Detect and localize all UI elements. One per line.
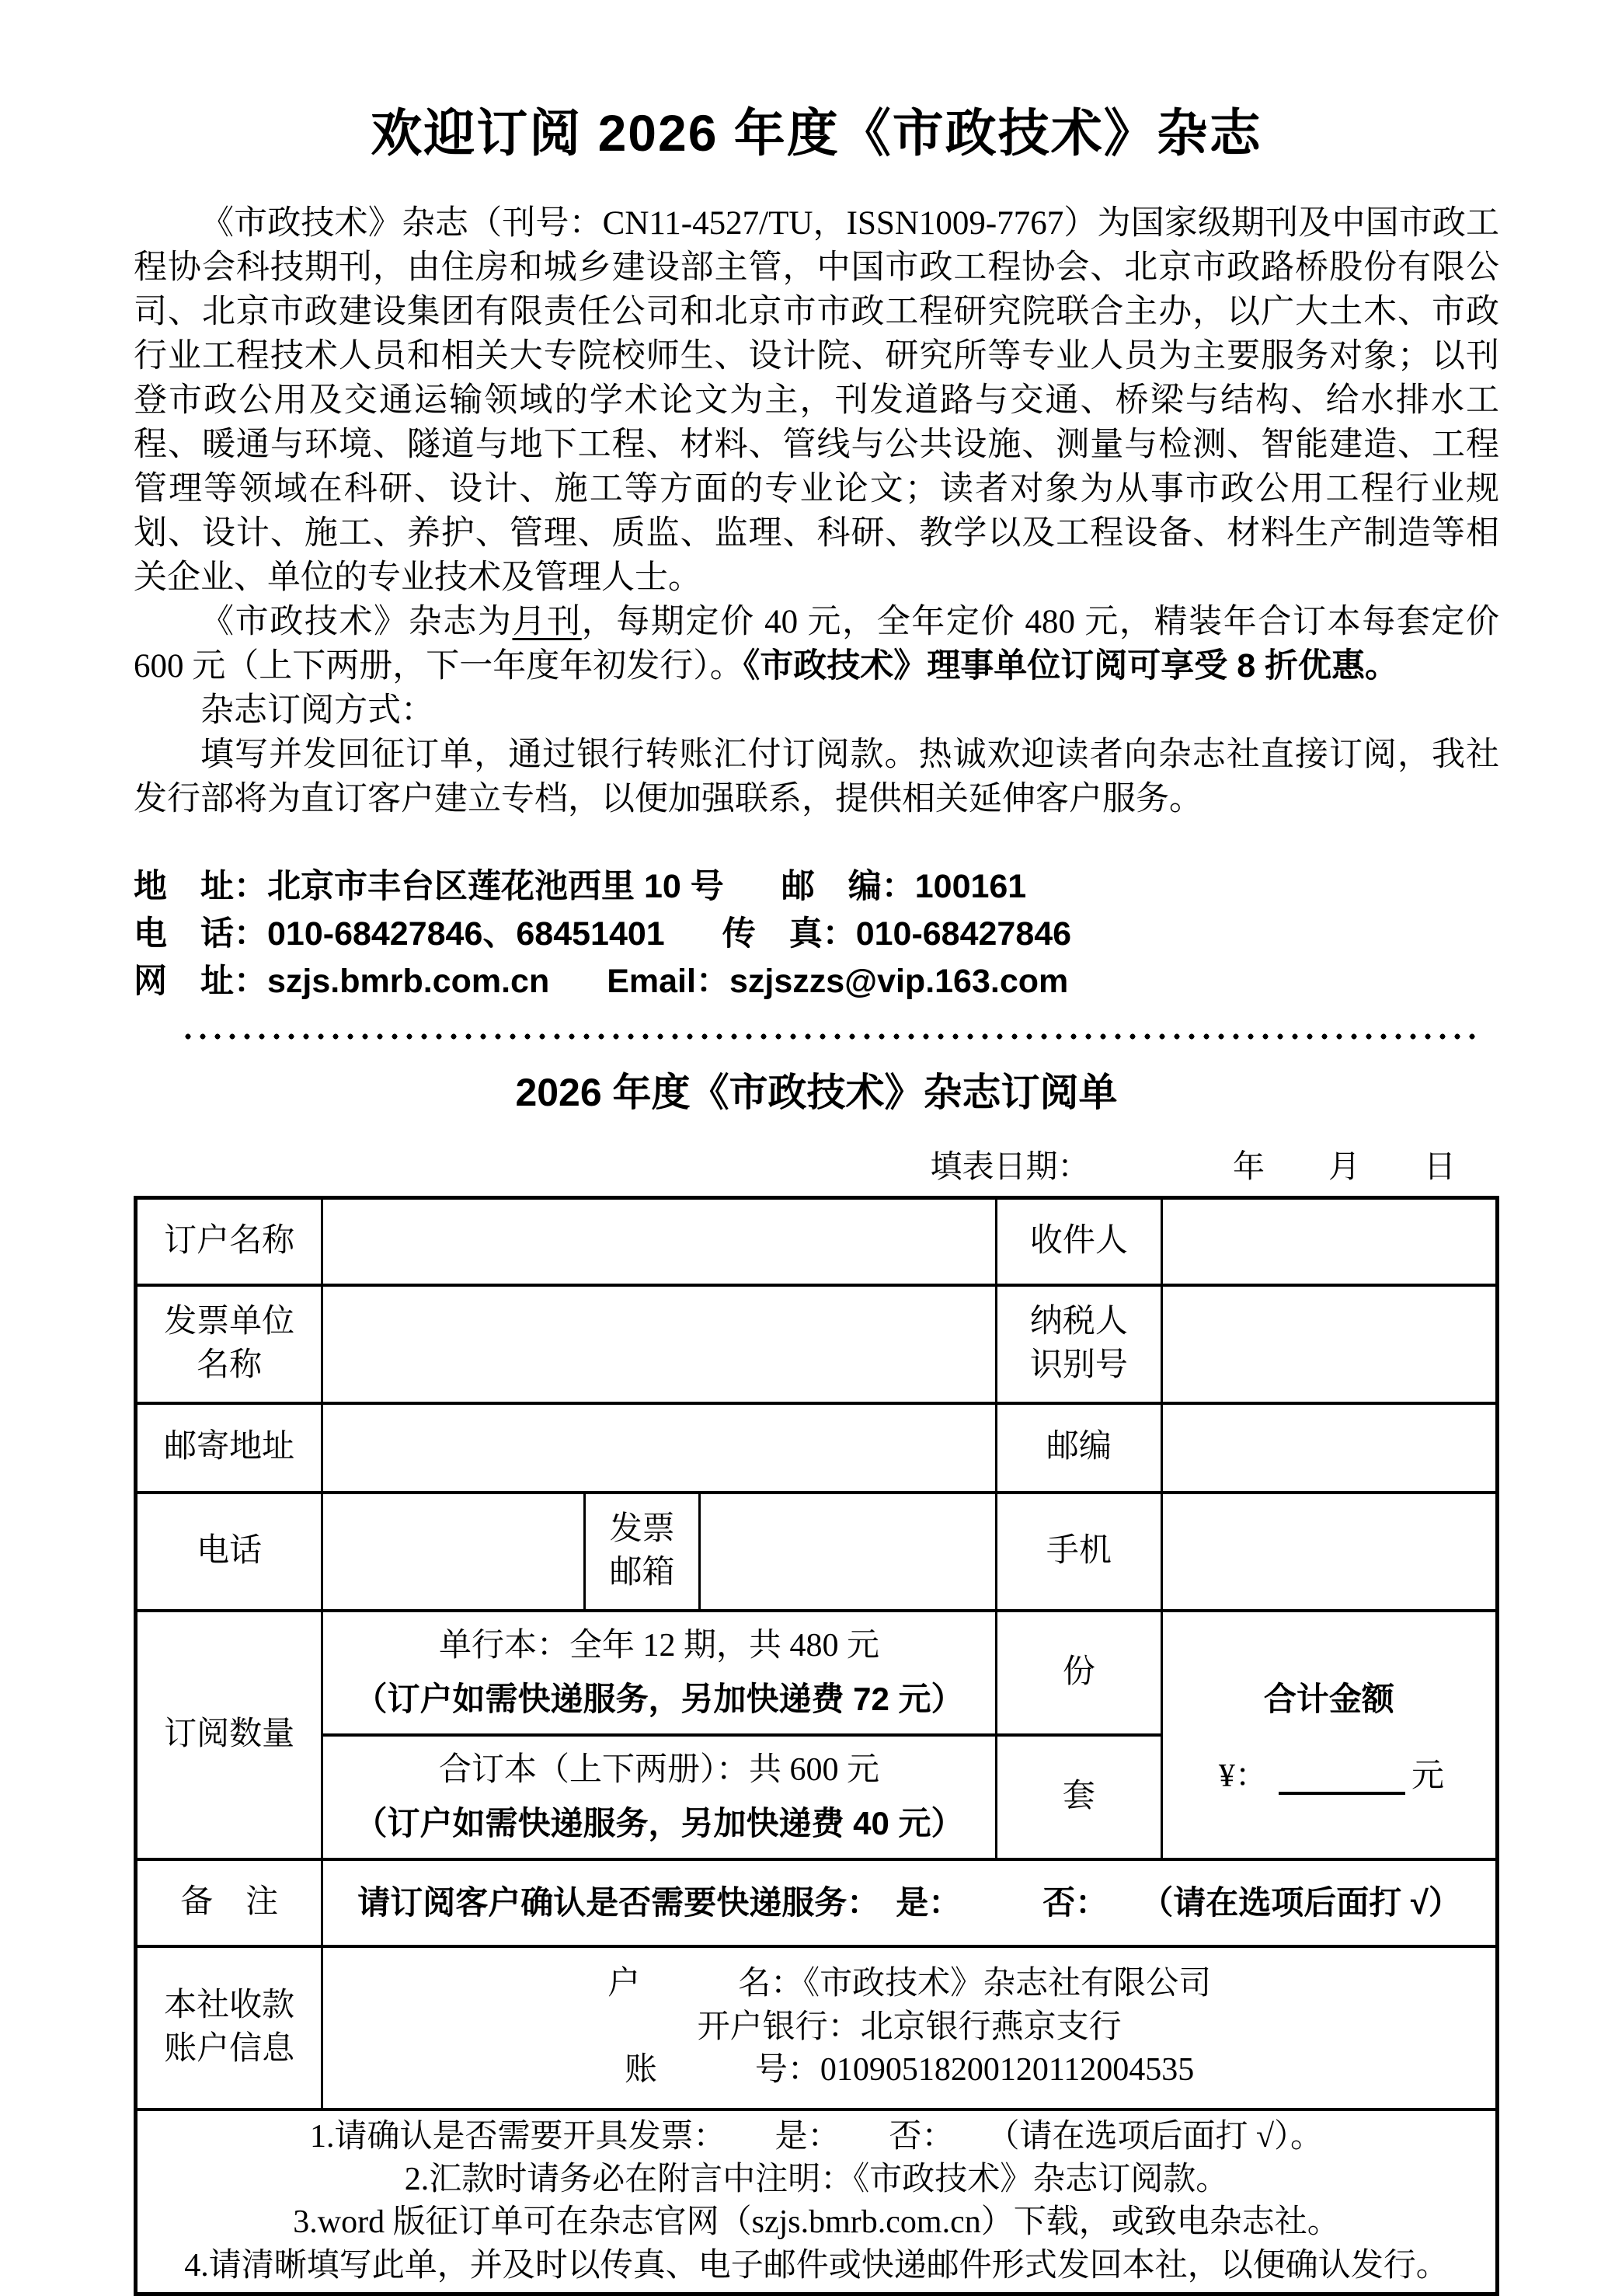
zip-label: 邮 编： (781, 868, 915, 905)
website-label: 网 址： (134, 963, 267, 1000)
taxpayer-id-input[interactable] (1161, 1285, 1497, 1403)
contact-phone-line (134, 911, 1499, 958)
form-date-line: 填表日期： 年 月 日 (930, 1148, 1456, 1184)
bound-volume-courier-note: （订户如需快递服务，另加快递费 40 元） (354, 1804, 964, 1841)
email-value: szjszzs@vip.163.com (729, 963, 1069, 1000)
table-row (136, 1611, 1498, 1735)
fax-label: 传 真： (722, 915, 856, 953)
contact-address-line (134, 863, 1499, 911)
subscription-form-table (134, 1196, 1499, 2296)
contact-block (134, 863, 1499, 1005)
table-row (136, 1403, 1498, 1493)
p2-text-pre: 《市政技术》杂志为 (200, 604, 513, 640)
p2-discount-bold: 《市政技术》理事单位订阅可享受 8 折优惠。 (743, 647, 1399, 685)
yuan-unit-label: 元 (1411, 1758, 1444, 1794)
note-item-2: 2.汇款时请务必在附言中注明：《市政技术》杂志订阅款。 (404, 2161, 1229, 2197)
phone-label: 电 话： (134, 915, 267, 953)
invoice-unit-label: 发票单位 名称 (136, 1285, 322, 1403)
note-item-4: 4.请清晰填写此单，并及时以传真、电子邮件或快递邮件形式发回本社，以便确认发行。 (184, 2247, 1449, 2284)
currency-symbol: ¥： (1218, 1758, 1268, 1794)
notes-list (136, 2110, 1498, 2294)
table-row (136, 2110, 1498, 2294)
account-name-line: 户 名：《市政技术》杂志社有限公司 (607, 1966, 1212, 2002)
total-amount-label: 合计金额 (1263, 1681, 1394, 1718)
table-row (136, 1859, 1498, 1946)
bank-account-info (322, 1946, 1498, 2110)
taxpayer-id-label: 纳税人 识别号 (996, 1285, 1161, 1403)
subscriber-name-label: 订户名称 (136, 1198, 322, 1285)
postcode-label: 邮编 (996, 1403, 1161, 1493)
phone-field-label: 电话 (136, 1493, 322, 1611)
bound-volume-option (322, 1735, 997, 1859)
intro-paragraph-1: 《市政技术》杂志（刊号：CN11-4527/TU，ISSN1009-7767）为国家级期刊及中国市政工程协会科技期刊，由住房和城乡建设部主管，中国市政工程协会、北京市政路桥股份有限公司、北京市政建设集团有限责任公司和北京市市政工程研究院联合主办，以广大土木、市政行业工程技术人员和相关大专院校师生、设计院、研究所等专业人员为主要服务对象；以刊登市政公用及交通运输领域的学术论文为主，刊发道路与交通、桥梁与结构、给水排水工程、暖通与环境、隧道与地下工程、材料、管线与公共设施、测量与检测、智能建造、工程管理等领域在科研、设计、施工等方面的专业论文；读者对象为从事市政公用工程行业规划、设计、施工、养护、管理、质监、监理、科研、教学以及工程设备、材料生产制造等相关企业、单位的专业技术及管理人士。 (134, 205, 1499, 596)
table-row (136, 1493, 1498, 1611)
subscription-method-heading: 杂志订阅方式： (200, 692, 434, 729)
table-row (136, 1285, 1498, 1403)
subscription-form-title: 2026 年度《市政技术》杂志订阅单 (515, 1071, 1118, 1114)
remark-label: 备 注 (136, 1859, 322, 1946)
single-issue-courier-note: （订户如需快递服务，另加快递费 72 元） (354, 1680, 964, 1717)
note-item-1[interactable]: 1.请确认是否需要开具发票： 是： 否： （请在选项后面打 √）。 (309, 2118, 1324, 2155)
bound-volume-price: 合订本（上下两册）：共 600 元 (439, 1752, 880, 1789)
invoice-email-input[interactable] (699, 1493, 996, 1611)
recipient-input[interactable] (1161, 1198, 1497, 1285)
sets-unit-label[interactable]: 套 (996, 1735, 1161, 1859)
single-issue-option (322, 1611, 997, 1735)
email-label: Email： (607, 963, 729, 1000)
mobile-input[interactable] (1161, 1493, 1497, 1611)
p2-text-mid: ，每期定价 40 元，全年定价 480 元，精装年合订本每套定价 600 元（上下两册，下一年度年初发行）。 (134, 604, 1500, 685)
remark-text[interactable]: 请订阅客户确认是否需要快递服务： 是： 否： （请在选项后面打 √） (322, 1859, 1498, 1946)
account-number-line: 账 号：01090518200120112004535 (624, 2052, 1195, 2089)
page-title: 欢迎订阅 2026 年度《市政技术》杂志 (371, 104, 1262, 162)
invoice-unit-input[interactable] (322, 1285, 997, 1403)
total-amount-cell (1161, 1611, 1497, 1859)
single-issue-price: 单行本：全年 12 期，共 480 元 (439, 1628, 880, 1664)
table-row (136, 1198, 1498, 1285)
postcode-input[interactable] (1161, 1403, 1497, 1493)
intro-paragraph-2 (134, 600, 1499, 688)
mailing-address-input[interactable] (322, 1403, 997, 1493)
mobile-label: 手机 (996, 1493, 1161, 1611)
invoice-email-label: 发票 邮箱 (585, 1493, 699, 1611)
intro-paragraph-3: 填写并发回征订单，通过银行转账汇付订阅款。热诚欢迎读者向杂志社直接订阅，我社发行部将为直订客户建立专档，以便加强联系，提供相关延伸客户服务。 (134, 737, 1499, 817)
address-value: 北京市丰台区莲花池西里 10 号 (267, 868, 724, 905)
phone-input[interactable] (322, 1493, 585, 1611)
address-label: 地 址： (134, 868, 267, 905)
account-bank-line: 开户银行：北京银行燕京支行 (697, 2009, 1122, 2045)
subscriber-name-input[interactable] (322, 1198, 997, 1285)
page-container (134, 0, 1499, 2296)
zip-value: 100161 (914, 868, 1027, 905)
recipient-label: 收件人 (996, 1198, 1161, 1285)
total-amount-entry (1169, 1755, 1489, 1798)
table-row (136, 1946, 1498, 2110)
p2-monthly-underlined: 月刊 (512, 604, 582, 640)
website-value: szjs.bmrb.com.cn (267, 963, 550, 1000)
dotted-cut-line (183, 1032, 1478, 1041)
phone-value: 010-68427846、68451401 (267, 915, 665, 953)
contact-web-line (134, 958, 1499, 1005)
note-item-3: 3.word 版征订单可在杂志官网（szjs.bmrb.com.cn）下载，或致电杂志社。 (293, 2204, 1340, 2241)
mailing-address-label: 邮寄地址 (136, 1403, 322, 1493)
quantity-label: 订阅数量 (136, 1611, 322, 1859)
total-amount-blank[interactable] (1279, 1759, 1405, 1795)
bank-account-label: 本社收款 账户信息 (136, 1946, 322, 2110)
fax-value: 010-68427846 (855, 915, 1072, 953)
copies-unit-label[interactable]: 份 (996, 1611, 1161, 1735)
